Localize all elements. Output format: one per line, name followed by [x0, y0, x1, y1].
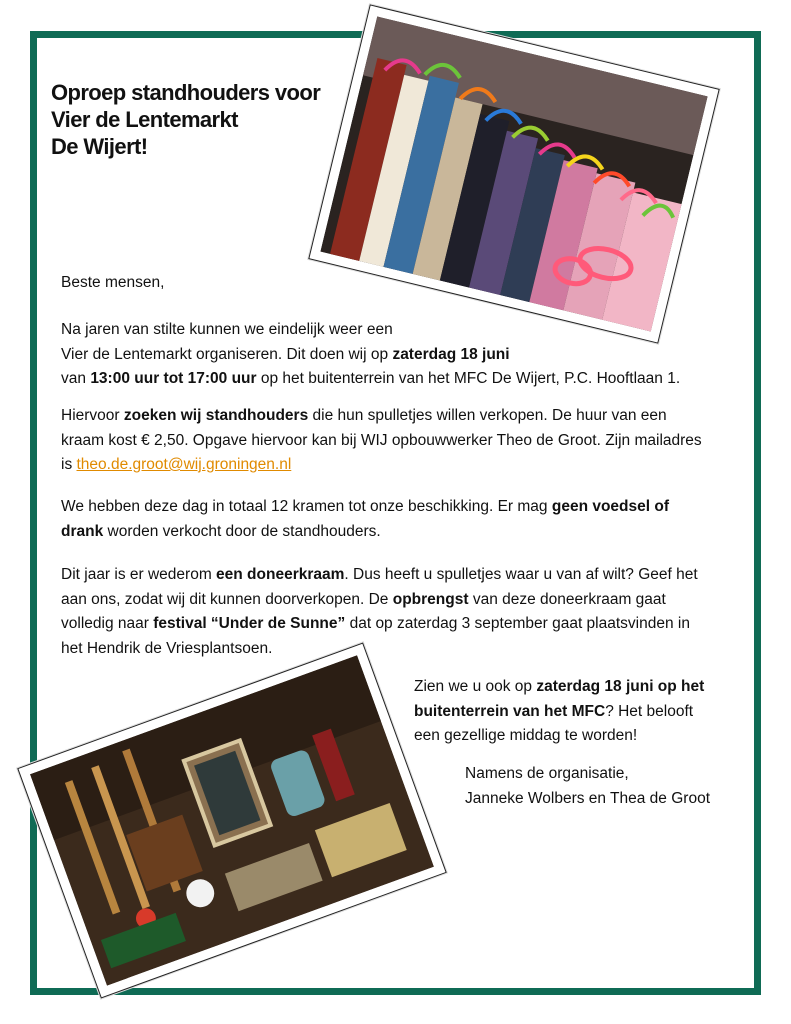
donation-text: . Dus heeft u spulletjes waar u van af wilt? Geef het: [344, 566, 698, 583]
donation-bold: een doneerkraam: [216, 566, 345, 583]
paragraph-invite: [414, 675, 734, 749]
intro-line-2: [61, 343, 721, 368]
paragraph-intro: [61, 318, 721, 392]
email-link[interactable]: theo.de.groot@wij.groningen.nl: [76, 456, 292, 473]
stalls-text: worden verkocht door de standhouders.: [103, 522, 381, 540]
intro-text: Vier de Lentemarkt organiseren. Dit doen wij op: [61, 345, 393, 363]
invite-line-1: [414, 675, 734, 700]
standholders-line-3: [61, 453, 721, 478]
intro-location: op het buitenterrein van het MFC De Wijert, P.C. Hooftlaan 1.: [256, 370, 681, 387]
greeting: Beste mensen,: [61, 274, 165, 291]
donation-line-3: [61, 612, 711, 637]
invite-text: ? Het belooft: [605, 702, 694, 720]
donation-line-1: [61, 563, 711, 588]
stalls-line-1: [61, 495, 721, 520]
stalls-bold: drank: [61, 522, 104, 540]
donation-text: aan ons, zodat wij dit kunnen doorverkopen. De: [61, 590, 393, 608]
intro-line-1: Na jaren van stilte kunnen we eindelijk weer een: [61, 321, 393, 338]
invite-line-2: [414, 700, 734, 725]
page-title: [51, 79, 371, 160]
invite-bold: zaterdag 18 juni op het: [536, 678, 705, 695]
intro-time: 13:00 uur tot 17:00 uur: [90, 370, 257, 387]
paragraph-stalls: [61, 495, 721, 544]
stalls-line-2: [61, 520, 721, 545]
donation-bold: opbrengst: [392, 590, 469, 608]
standholders-line-2: kraam kost € 2,50. Opgave hiervoor kan bij WIJ opbouwwerker Theo de Groot. Zijn mailadres: [61, 431, 702, 449]
standholders-text: Hiervoor: [61, 407, 124, 424]
signature-line-1: Namens de organisatie,: [465, 765, 629, 782]
stalls-text: We hebben deze dag in totaal 12 kramen tot onze beschikking. Er mag: [61, 498, 552, 515]
donation-text: dat op zaterdag 3 september gaat plaatsvinden in: [345, 615, 690, 632]
donation-text: Dit jaar is er wederom: [61, 566, 217, 583]
donation-festival: festival “Under de Sunne”: [153, 615, 346, 632]
standholders-text: is: [61, 456, 77, 473]
standholders-line-1: [61, 404, 721, 429]
standholders-text: die hun spulletjes willen verkopen. De huur van een: [308, 407, 667, 424]
invite-line-3: een gezellige middag te worden!: [414, 727, 638, 744]
donation-text: volledig naar: [61, 615, 154, 632]
signature-names: Janneke Wolbers en Thea de Groot: [465, 789, 710, 807]
intro-date: zaterdag 18 juni: [392, 345, 510, 363]
paragraph-donation: [61, 563, 711, 661]
donation-line-2: [61, 588, 711, 613]
standholders-bold: zoeken wij standhouders: [123, 407, 309, 424]
title-line-2: Vier de Lentemarkt: [51, 107, 238, 132]
invite-bold: buitenterrein van het MFC: [414, 702, 606, 720]
intro-line-3: [61, 367, 721, 392]
stalls-bold: geen voedsel of: [551, 498, 670, 515]
intro-text: van: [61, 370, 91, 387]
title-line-1: Oproep standhouders voor: [51, 80, 321, 105]
donation-text: van deze doneerkraam gaat: [468, 590, 666, 608]
paragraph-standholders: [61, 404, 721, 478]
title-line-3: De Wijert!: [51, 134, 148, 159]
donation-line-4: het Hendrik de Vriesplantsoen.: [61, 639, 273, 657]
invite-text: Zien we u ook op: [414, 678, 537, 695]
signature: [465, 762, 745, 811]
